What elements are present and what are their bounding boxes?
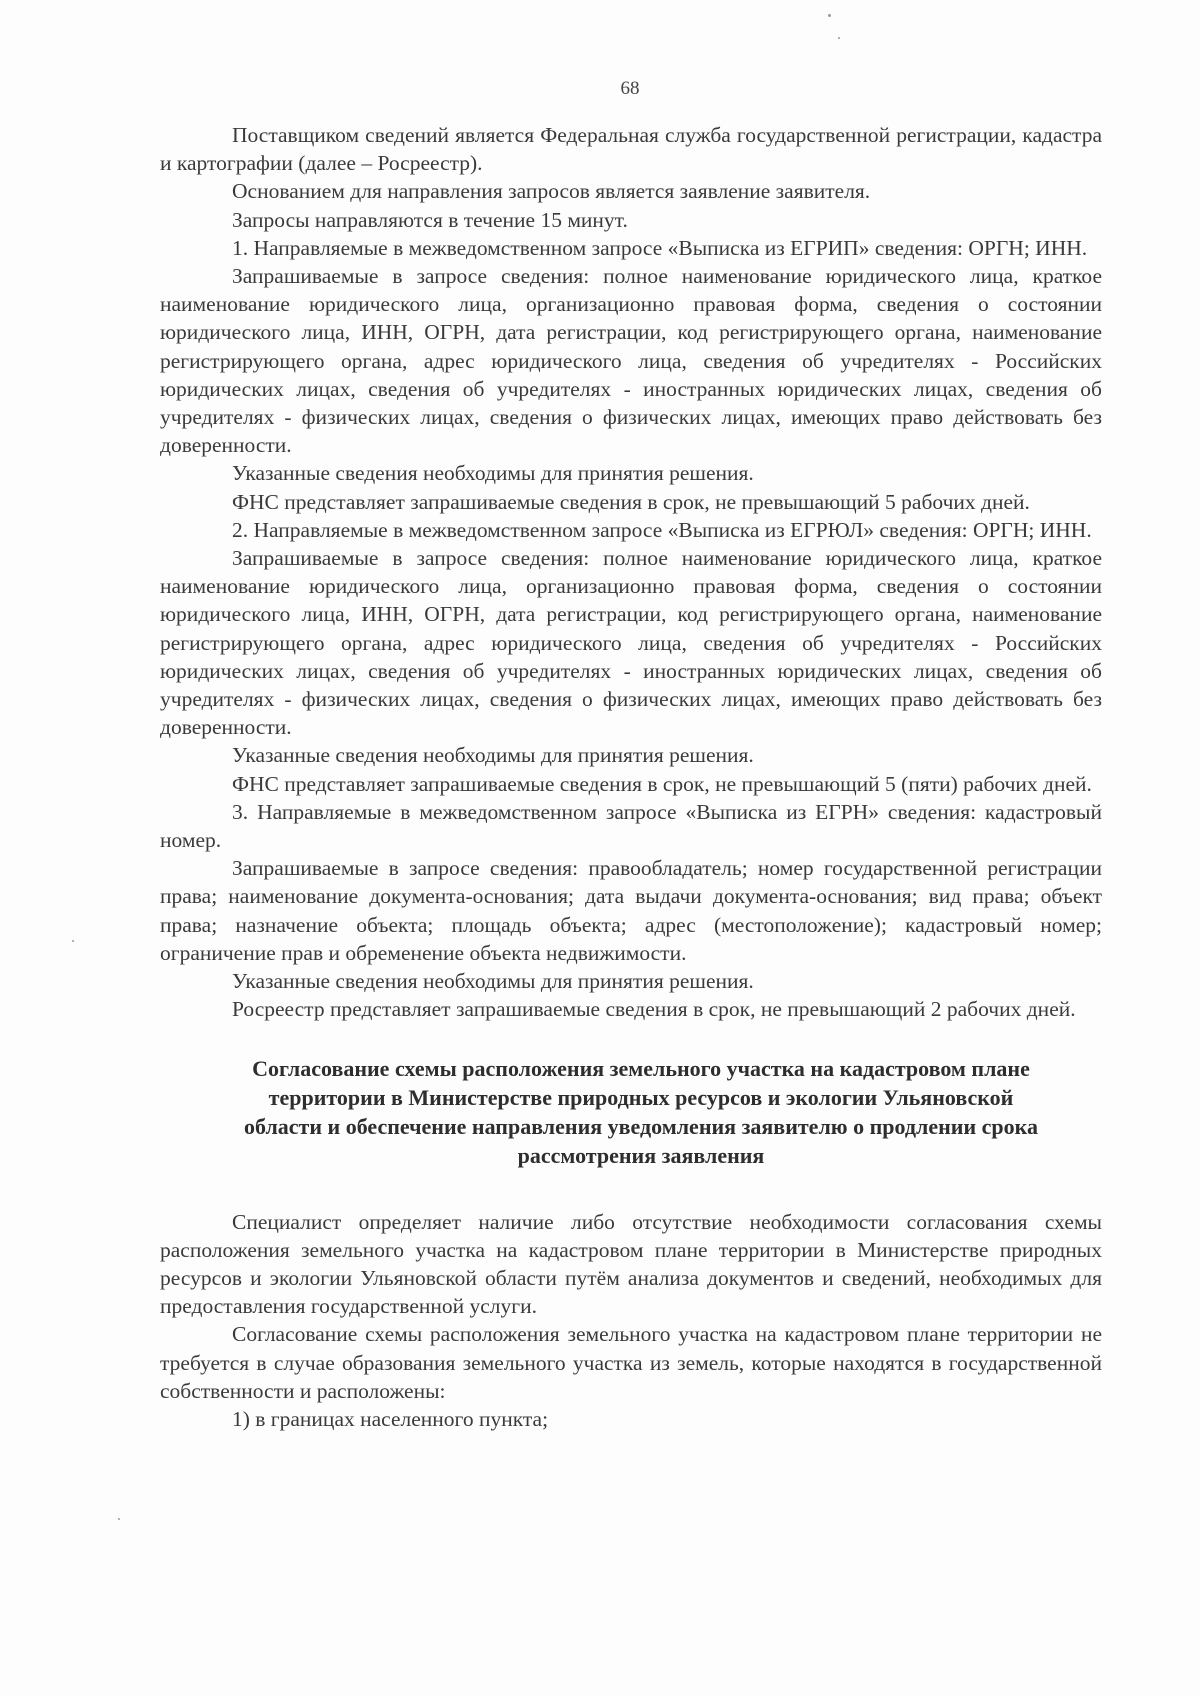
paragraph: Запрашиваемые в запросе сведения: полное наименование юридического лица, краткое наименование юридического лица, организационно правовая форма, сведения о состоянии юридического лица, ИНН, ОГРН, дата регистрации, код регистрирующего органа, наименование регистрирующего органа, адрес юридического лица, сведения об учредителях - Российских юридических лицах, сведения об учредителях - иностранных юридических лицах, сведения об учредителях - физических лицах, сведения о физических лицах, имеющих право действовать без доверенности. — [160, 264, 1102, 458]
paragraph: Запрашиваемые в запросе сведения: полное наименование юридического лица, краткое наименование юридического лица, организационно правовая форма, сведения о состоянии юридического лица, ИНН, ОГРН, дата регистрации, код регистрирующего органа, наименование регистрирующего органа, адрес юридического лица, сведения об учредителях - Российских юридических лицах, сведения об учредителях - иностранных юридических лицах, сведения об учредителях - физических лицах, сведения о физических лицах, имеющих право действовать без доверенности. — [160, 546, 1102, 740]
scan-speck — [72, 940, 74, 942]
paragraph: Согласование схемы расположения земельного участка на кадастровом плане территории не требуется в случае образования земельного участка из земель, которые находятся в государственной собственности и расположены: — [160, 1322, 1102, 1403]
paragraph: ФНС представляет запрашиваемые сведения в срок, не превышающий 5 рабочих дней. — [232, 489, 1030, 514]
scan-speck — [838, 37, 840, 39]
section-heading: Согласование схемы расположения земельного участка на кадастровом плане территории в Министерстве природных ресурсов и экологии Ульяновской области и обеспечение направления уведомления заявителю о продлении срока рассмотрения заявления — [244, 1055, 1038, 1168]
paragraph: Основанием для направления запросов является заявление заявителя. — [232, 179, 871, 204]
spacer — [160, 1170, 1102, 1208]
paragraph: 3. Направляемые в межведомственном запросе «Выписка из ЕГРН» сведения: кадастровый номер. — [160, 799, 1102, 853]
paragraph: Поставщиком сведений является Федеральная служба государственной регистрации, кадастра и картографии (далее – Росреестр). — [160, 123, 1102, 176]
page-number: 68 — [620, 78, 640, 99]
paragraph: ФНС представляет запрашиваемые сведения в срок, не превышающий 5 (пяти) рабочих дней. — [232, 771, 1092, 796]
paragraph: Запрашиваемые в запросе сведения: правообладатель; номер государственной регистрации права; наименование документа-основания; дата выдачи документа-основания; вид права; объект права; назначение объекта; площадь объекта; адрес (местоположение); кадастровый номер; ограничение прав и обременение объекта недвижимости. — [160, 856, 1102, 965]
paragraph: 1) в границах населенного пункта; — [232, 1406, 549, 1431]
paragraph: Специалист определяет наличие либо отсутствие необходимости согласования схемы расположения земельного участка на кадастровом плане территории в Министерстве природных ресурсов и экологии Ульяновской области путём анализа документов и сведений, необходимых для предоставления государственной услуги. — [160, 1209, 1102, 1319]
paragraph: 1. Направляемые в межведомственном запросе «Выписка из ЕГРИП» сведения: ОРГН; ИНН. — [232, 235, 1088, 260]
paragraph: Указанные сведения необходимы для принятия решения. — [232, 743, 754, 768]
paragraph: Указанные сведения необходимы для принятия решения. — [232, 969, 754, 994]
spacer — [160, 1024, 1102, 1054]
paragraph: 2. Направляемые в межведомственном запросе «Выписка из ЕГРЮЛ» сведения: ОРГН; ИНН. — [232, 517, 1092, 542]
paragraph: Указанные сведения необходимы для принятия решения. — [232, 461, 754, 486]
scan-speck — [118, 1518, 120, 1520]
scan-speck — [828, 14, 831, 17]
document-body — [160, 121, 1102, 1433]
paragraph: Запросы направляются в течение 15 минут. — [232, 207, 628, 232]
paragraph: Росреестр представляет запрашиваемые сведения в срок, не превышающий 2 рабочих дней. — [232, 997, 1076, 1022]
